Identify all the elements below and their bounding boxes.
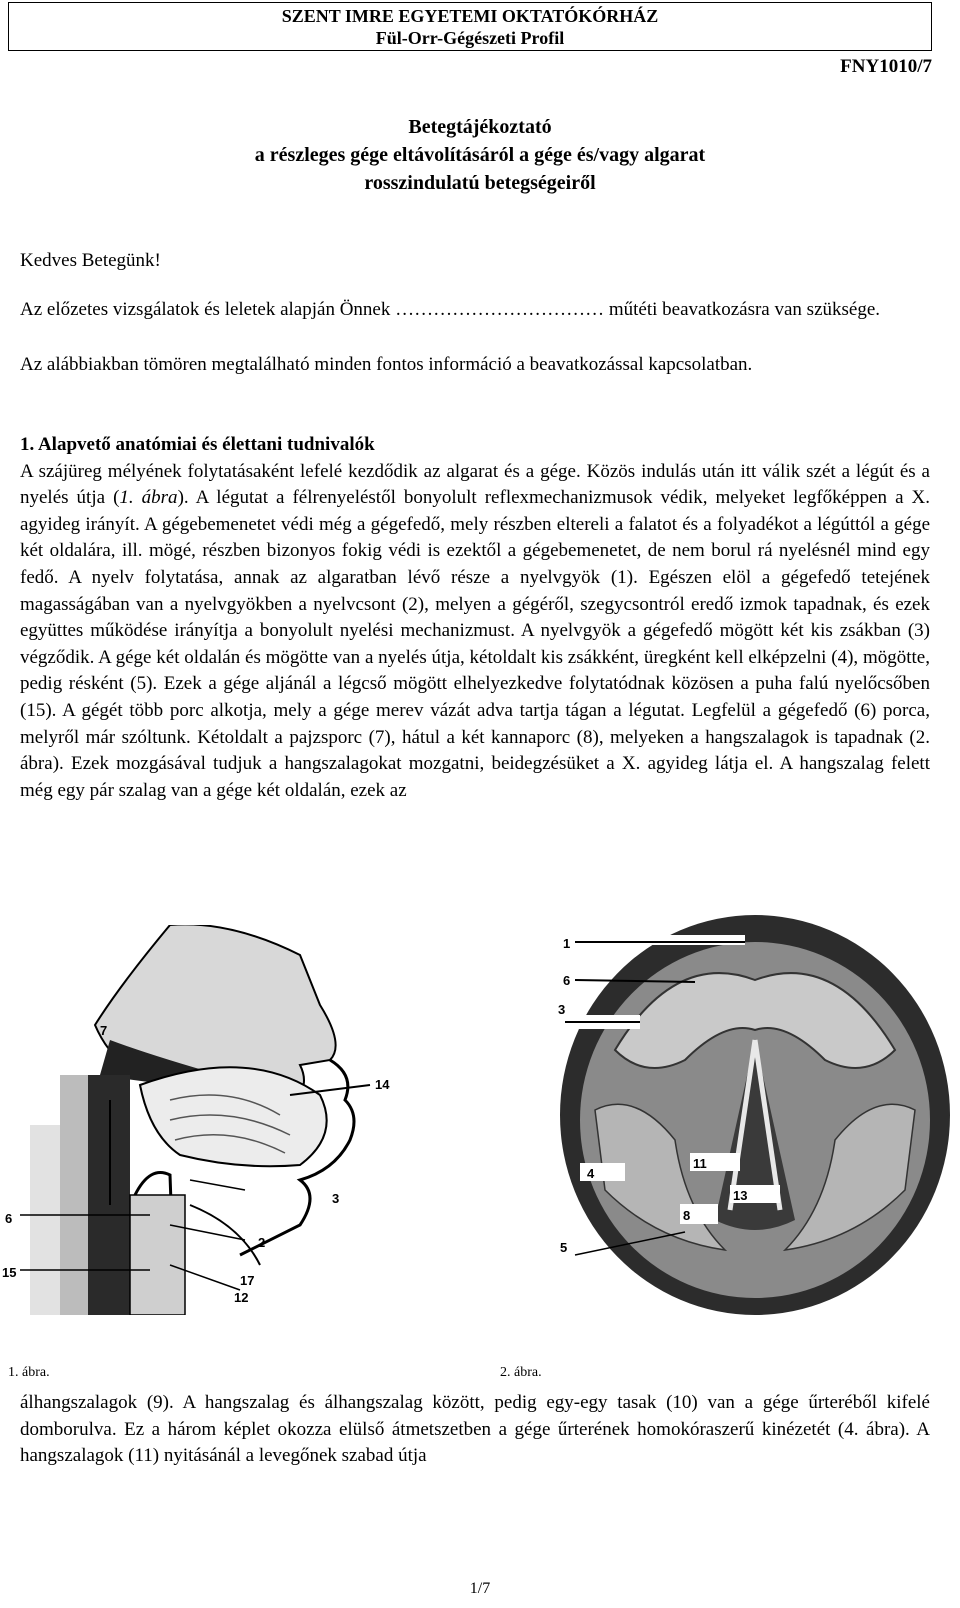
title-line-3: rosszindulatú betegségeiről: [364, 172, 596, 194]
figure-1-label-12: 12: [234, 1290, 249, 1305]
institution-name: SZENT IMRE EGYETEMI OKTATÓKÓRHÁZ: [281, 6, 659, 26]
figure-2-laryngoscopy: [555, 910, 950, 1315]
intro-paragraph-1: Az előzetes vizsgálatok és leletek alapján Önnek …………………………… műtéti beavatkozásra van szüksége.: [20, 299, 881, 320]
figure-2-label-4: 4: [587, 1166, 595, 1181]
figure-1-sagittal-section: [0, 925, 470, 1315]
page-number: 1/7: [469, 1580, 491, 1597]
figure-1-label-2: 2: [258, 1235, 266, 1250]
title-line-1: Betegtájékoztató: [408, 116, 552, 138]
institution-header: [8, 2, 932, 51]
department-name: Fül-Orr-Gégészeti Profil: [375, 28, 565, 48]
figure-reference: 1. ábra: [119, 487, 178, 509]
salutation: Kedves Betegünk!: [20, 250, 161, 271]
figure-1-label-15: 15: [2, 1265, 17, 1280]
figure-1-label-6: 6: [5, 1211, 13, 1226]
figure-2-label-5: 5: [560, 1240, 568, 1255]
figure-2-label-1: 1: [563, 936, 571, 951]
document-title: [0, 113, 960, 197]
document-code: FNY1010/7: [840, 56, 932, 77]
figure-2-caption: 2. ábra.: [500, 1365, 542, 1380]
section-1-title: 1. Alapvető anatómiai és élettani tudnivalók: [20, 434, 375, 455]
figure-1-caption: 1. ábra.: [8, 1365, 50, 1380]
section-1-body: A szájüreg mélyének folytatásaként lefelé kezdődik az algarat és a gége. Közös indulás után itt válik szét a légút és a nyelés útja (1. ábra). A légutat a félrenyeléstől bonyolult reflexmechanizmusok védik, melyeket legfőképpen a X. agyideg irányít. A gégebemenetet védi még a gégefedő, mely részben eltereli a falatot és a folyadékot a légúttól a gége két oldalára, ill. mögé, részben bizonyos fokig védi is ezektől a gégebemenetet, de nem borul rá nyelésnél mind egy fedő. A nyelv folytatása, annak az algaratban lévő része a nyelvgyök (1). Egészen elöl a gégefedő tetejének magasságában van a nyelvgyökben a nyelvcsont (2), melyen a gégéről, szegycsontról eredő izmok tapadnak, és ezek együttes működése irányítja a bonyolult nyelési mechanizmust. A nyelvgyök a gégefedő mögött két kis zsákban (3) végződik. A gége két oldalán és mögötte van a nyelés útja, kétoldalt kis zsákként, üregként kell elképzelni (4), mögötte, pedig résként (5). Ezek a gége aljánál a légcső mögött elhelyezkedve folytatódnak közösen a puha falú nyelőcsőben (15). A gégét több porc alkotja, mely a gége merev vázát adva tartja tágan a légutat. Legfelül a gégefedő (6) porca, melyről már szóltunk. Kétoldalt a pajzsporc (7), hátul a két kannaporc (8), melyeken a hangszalagok is tapadnak (2. ábra). Ezek mozgásával tudjuk a hangszalagokat mozgatni, beidegzésüket a X. agyideg látja el. A hangszalag felett még egy pár szalag van a gége két oldalán, ezek az: [20, 460, 930, 801]
figure-1-label-7: 7: [100, 1023, 108, 1038]
figure-2-label-6: 6: [563, 973, 571, 988]
section-1: [20, 432, 930, 804]
intro-paragraph-2: Az alábbiakban tömören megtalálható minden fontos információ a beavatkozással kapcsolatban.: [20, 354, 753, 375]
continuation-paragraph: álhangszalagok (9). A hangszalag és álhangszalag között, pedig egy-egy tasak (10) van a gége űrteréből kifelé domborulva. Ez a három képlet okozza elülső átmetszetben a gége űrterének homokóraszerű kinézetét (4. ábra). A hangszalagok (11) nyitásánál a levegőnek szabad útja: [20, 1392, 930, 1467]
figure-1-label-17: 17: [240, 1273, 255, 1288]
figure-2-label-8: 8: [683, 1208, 691, 1223]
figure-1-label-3: 3: [332, 1191, 340, 1206]
figure-1-label-14: 14: [375, 1077, 390, 1092]
title-line-2: a részleges gége eltávolításáról a gége és/vagy algarat: [254, 144, 706, 166]
figure-2-label-3: 3: [558, 1002, 566, 1017]
figure-2-label-11: 11: [693, 1156, 707, 1171]
figure-2-label-13: 13: [733, 1188, 748, 1203]
